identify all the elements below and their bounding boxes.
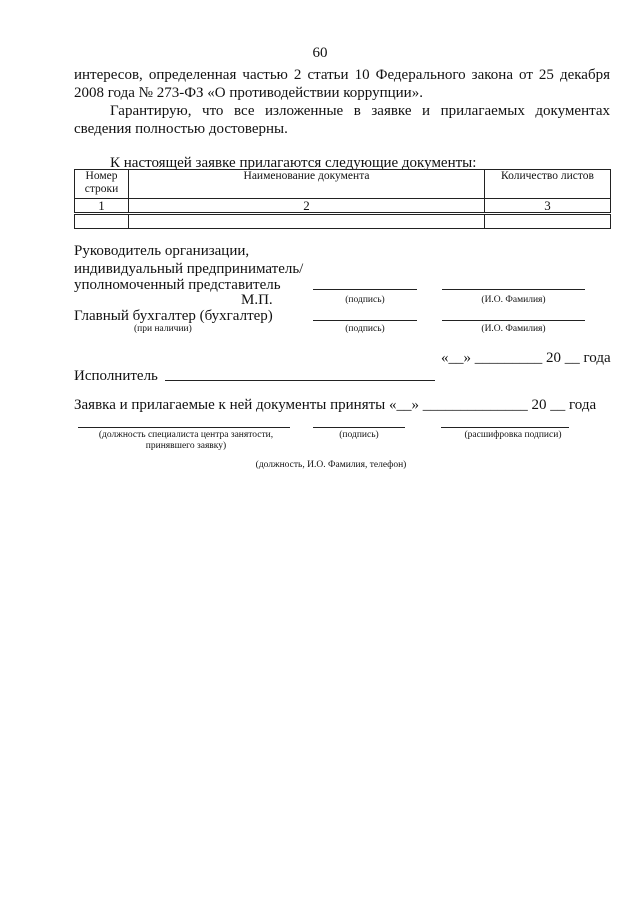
numbering-cell-1: 1 [75, 199, 129, 214]
acceptance-signature-caption: (подпись) [339, 430, 379, 440]
header-line-number: Номер строки [75, 170, 129, 199]
signatory-signature-line[interactable] [313, 289, 417, 290]
stamp-label: М.П. [241, 292, 273, 308]
numbering-cell-3: 3 [485, 199, 611, 214]
acceptance-position-line[interactable] [78, 427, 290, 428]
accountant-signature-caption: (подпись) [345, 324, 385, 334]
acceptance-decoding-line[interactable] [441, 427, 569, 428]
paragraph-1-line-1: интересов, определенная частью 2 статьи 10 Федерального закона от 25 декабря [74, 67, 610, 83]
date-line[interactable]: «__» _________ 20 __ года [441, 350, 611, 366]
signatory-name-caption: (И.О. Фамилия) [481, 295, 546, 305]
signatory-name-line[interactable] [442, 289, 585, 290]
table-header-row [75, 170, 611, 199]
acceptance-decoding-caption: (расшифровка подписи) [464, 430, 562, 440]
paragraph-1 [74, 66, 610, 102]
acceptance-contact-caption: (должность, И.О. Фамилия, телефон) [255, 460, 407, 470]
accountant-name-line[interactable] [442, 320, 585, 321]
signatory-line-2: индивидуальный предприниматель/ [74, 261, 304, 277]
header-document-name: Наименование документа [129, 170, 485, 199]
paragraph-2 [74, 102, 610, 138]
table-cell[interactable] [75, 214, 129, 229]
paragraph-2-line-2: сведения полностью достоверны. [74, 121, 288, 137]
signatory-line-1: Руководитель организации, [74, 243, 250, 259]
accountant-signature-line[interactable] [313, 320, 417, 321]
attachments-intro: К настоящей заявке прилагаются следующие документы: [110, 155, 477, 171]
numbering-cell-2: 2 [129, 199, 485, 214]
paragraph-1-line-2: 2008 года № 273-ФЗ «О противодействии коррупции». [74, 85, 423, 101]
attachments-table [74, 169, 611, 229]
acceptance-text: Заявка и прилагаемые к ней документы приняты «__» ______________ 20 __ года [74, 397, 597, 413]
accountant-note: (при наличии) [134, 324, 192, 334]
table-row [75, 214, 611, 229]
table-cell[interactable] [129, 214, 485, 229]
executor-label: Исполнитель [74, 368, 158, 384]
accountant-label: Главный бухгалтер (бухгалтер) [74, 308, 273, 324]
signatory-line-3: уполномоченный представитель [74, 277, 281, 293]
paragraph-2-line-1: Гарантирую, что все изложенные в заявке и прилагаемых документах [110, 103, 610, 119]
header-sheet-count: Количество листов [485, 170, 611, 199]
page-number: 60 [312, 45, 328, 61]
acceptance-position-caption: (должность специалиста центра занятости, принявшего заявку) [98, 430, 274, 451]
table-cell[interactable] [485, 214, 611, 229]
accountant-name-caption: (И.О. Фамилия) [481, 324, 546, 334]
table-numbering-row [75, 199, 611, 214]
executor-line[interactable] [165, 380, 435, 381]
acceptance-signature-line[interactable] [313, 427, 405, 428]
signatory-signature-caption: (подпись) [345, 295, 385, 305]
